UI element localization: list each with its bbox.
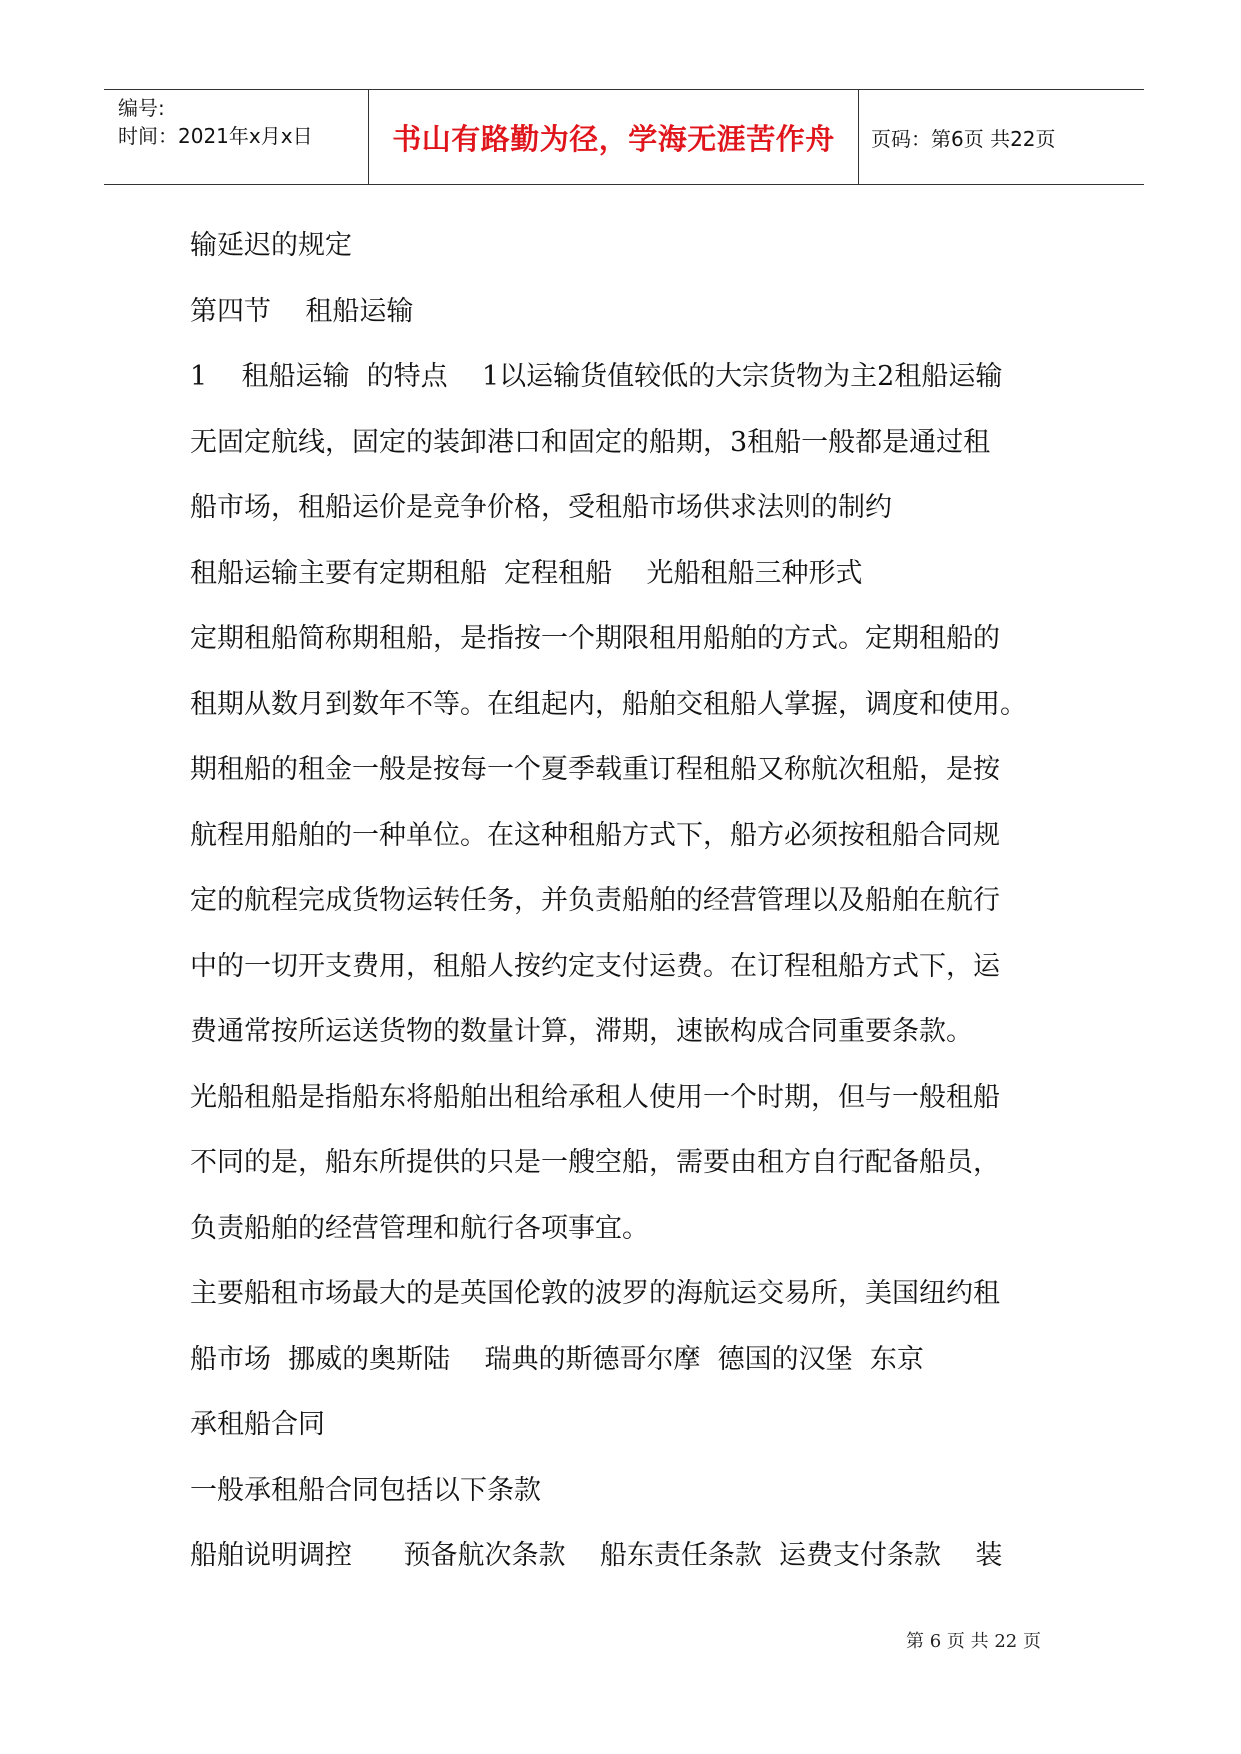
section-heading: 第四节 租船运输 (190, 295, 414, 327)
document-header (104, 89, 1144, 185)
text-line: 船舶说明调控 预备航次条款 船东责任条款 运费支付条款 装 (190, 1540, 1003, 1571)
header-page-info: 页码：第6页 共22页 (871, 126, 1056, 151)
text-line: 航程用船舶的一种单位。在这种租船方式下，船方必须按租船合同规 (190, 819, 1000, 851)
text-line: 负责船舶的经营管理和航行各项事宜。 (190, 1212, 649, 1244)
text-line: 光船租船是指船东将船舶出租给承租人使用一个时期，但与一般租船 (190, 1081, 1000, 1113)
text-line: 不同的是，船东所提供的只是一艘空船，需要由租方自行配备船员， (190, 1147, 1000, 1178)
header-meta (104, 90, 369, 184)
page-footer: 第 6 页 共 22 页 (906, 1631, 1041, 1652)
document-number-label: 编号: (118, 96, 165, 120)
text-line: 输延迟的规定 (190, 230, 352, 261)
text-line: 租期从数月到数年不等。在组起内，船舶交租船人掌握，调度和使用。 (190, 688, 1027, 720)
text-line: 租船运输主要有定期租船 定程租船 光船租船三种形式 (190, 557, 863, 589)
text-line: 无固定航线，固定的装卸港口和固定的船期，3租船一般都是通过租 (190, 426, 991, 458)
header-motto: 书山有路勤为径，学海无涯苦作舟 (369, 90, 859, 184)
text-line: 期租船的租金一般是按每一个夏季载重订程租船又称航次租船，是按 (190, 754, 1000, 785)
text-line: 船市场 挪威的奥斯陆 瑞典的斯德哥尔摩 德国的汉堡 东京 (190, 1343, 924, 1375)
document-time-label: 时间：2021年x月x日 (118, 124, 313, 148)
text-line: 一般承租船合同包括以下条款 (190, 1474, 541, 1506)
text-line: 定期租船简称期租船，是指按一个期限租用船舶的方式。定期租船的 (190, 623, 1000, 654)
text-line: 承租船合同 (190, 1409, 325, 1440)
document-body (190, 213, 1070, 1589)
text-line: 船市场，租船运价是竞争价格，受租船市场供求法则的制约 (190, 492, 892, 523)
text-line: 主要船租市场最大的是英国伦敦的波罗的海航运交易所，美国纽约租 (190, 1278, 1000, 1309)
text-line: 1 租船运输 的特点 1以运输货值较低的大宗货物为主2租船运输 (190, 361, 1003, 392)
text-line: 费通常按所运送货物的数量计算，滞期，速嵌构成合同重要条款。 (190, 1016, 973, 1047)
text-line: 中的一切开支费用，租船人按约定支付运费。在订程租船方式下，运 (190, 950, 1000, 982)
text-line: 定的航程完成货物运转任务，并负责船舶的经营管理以及船舶在航行 (190, 885, 1000, 916)
